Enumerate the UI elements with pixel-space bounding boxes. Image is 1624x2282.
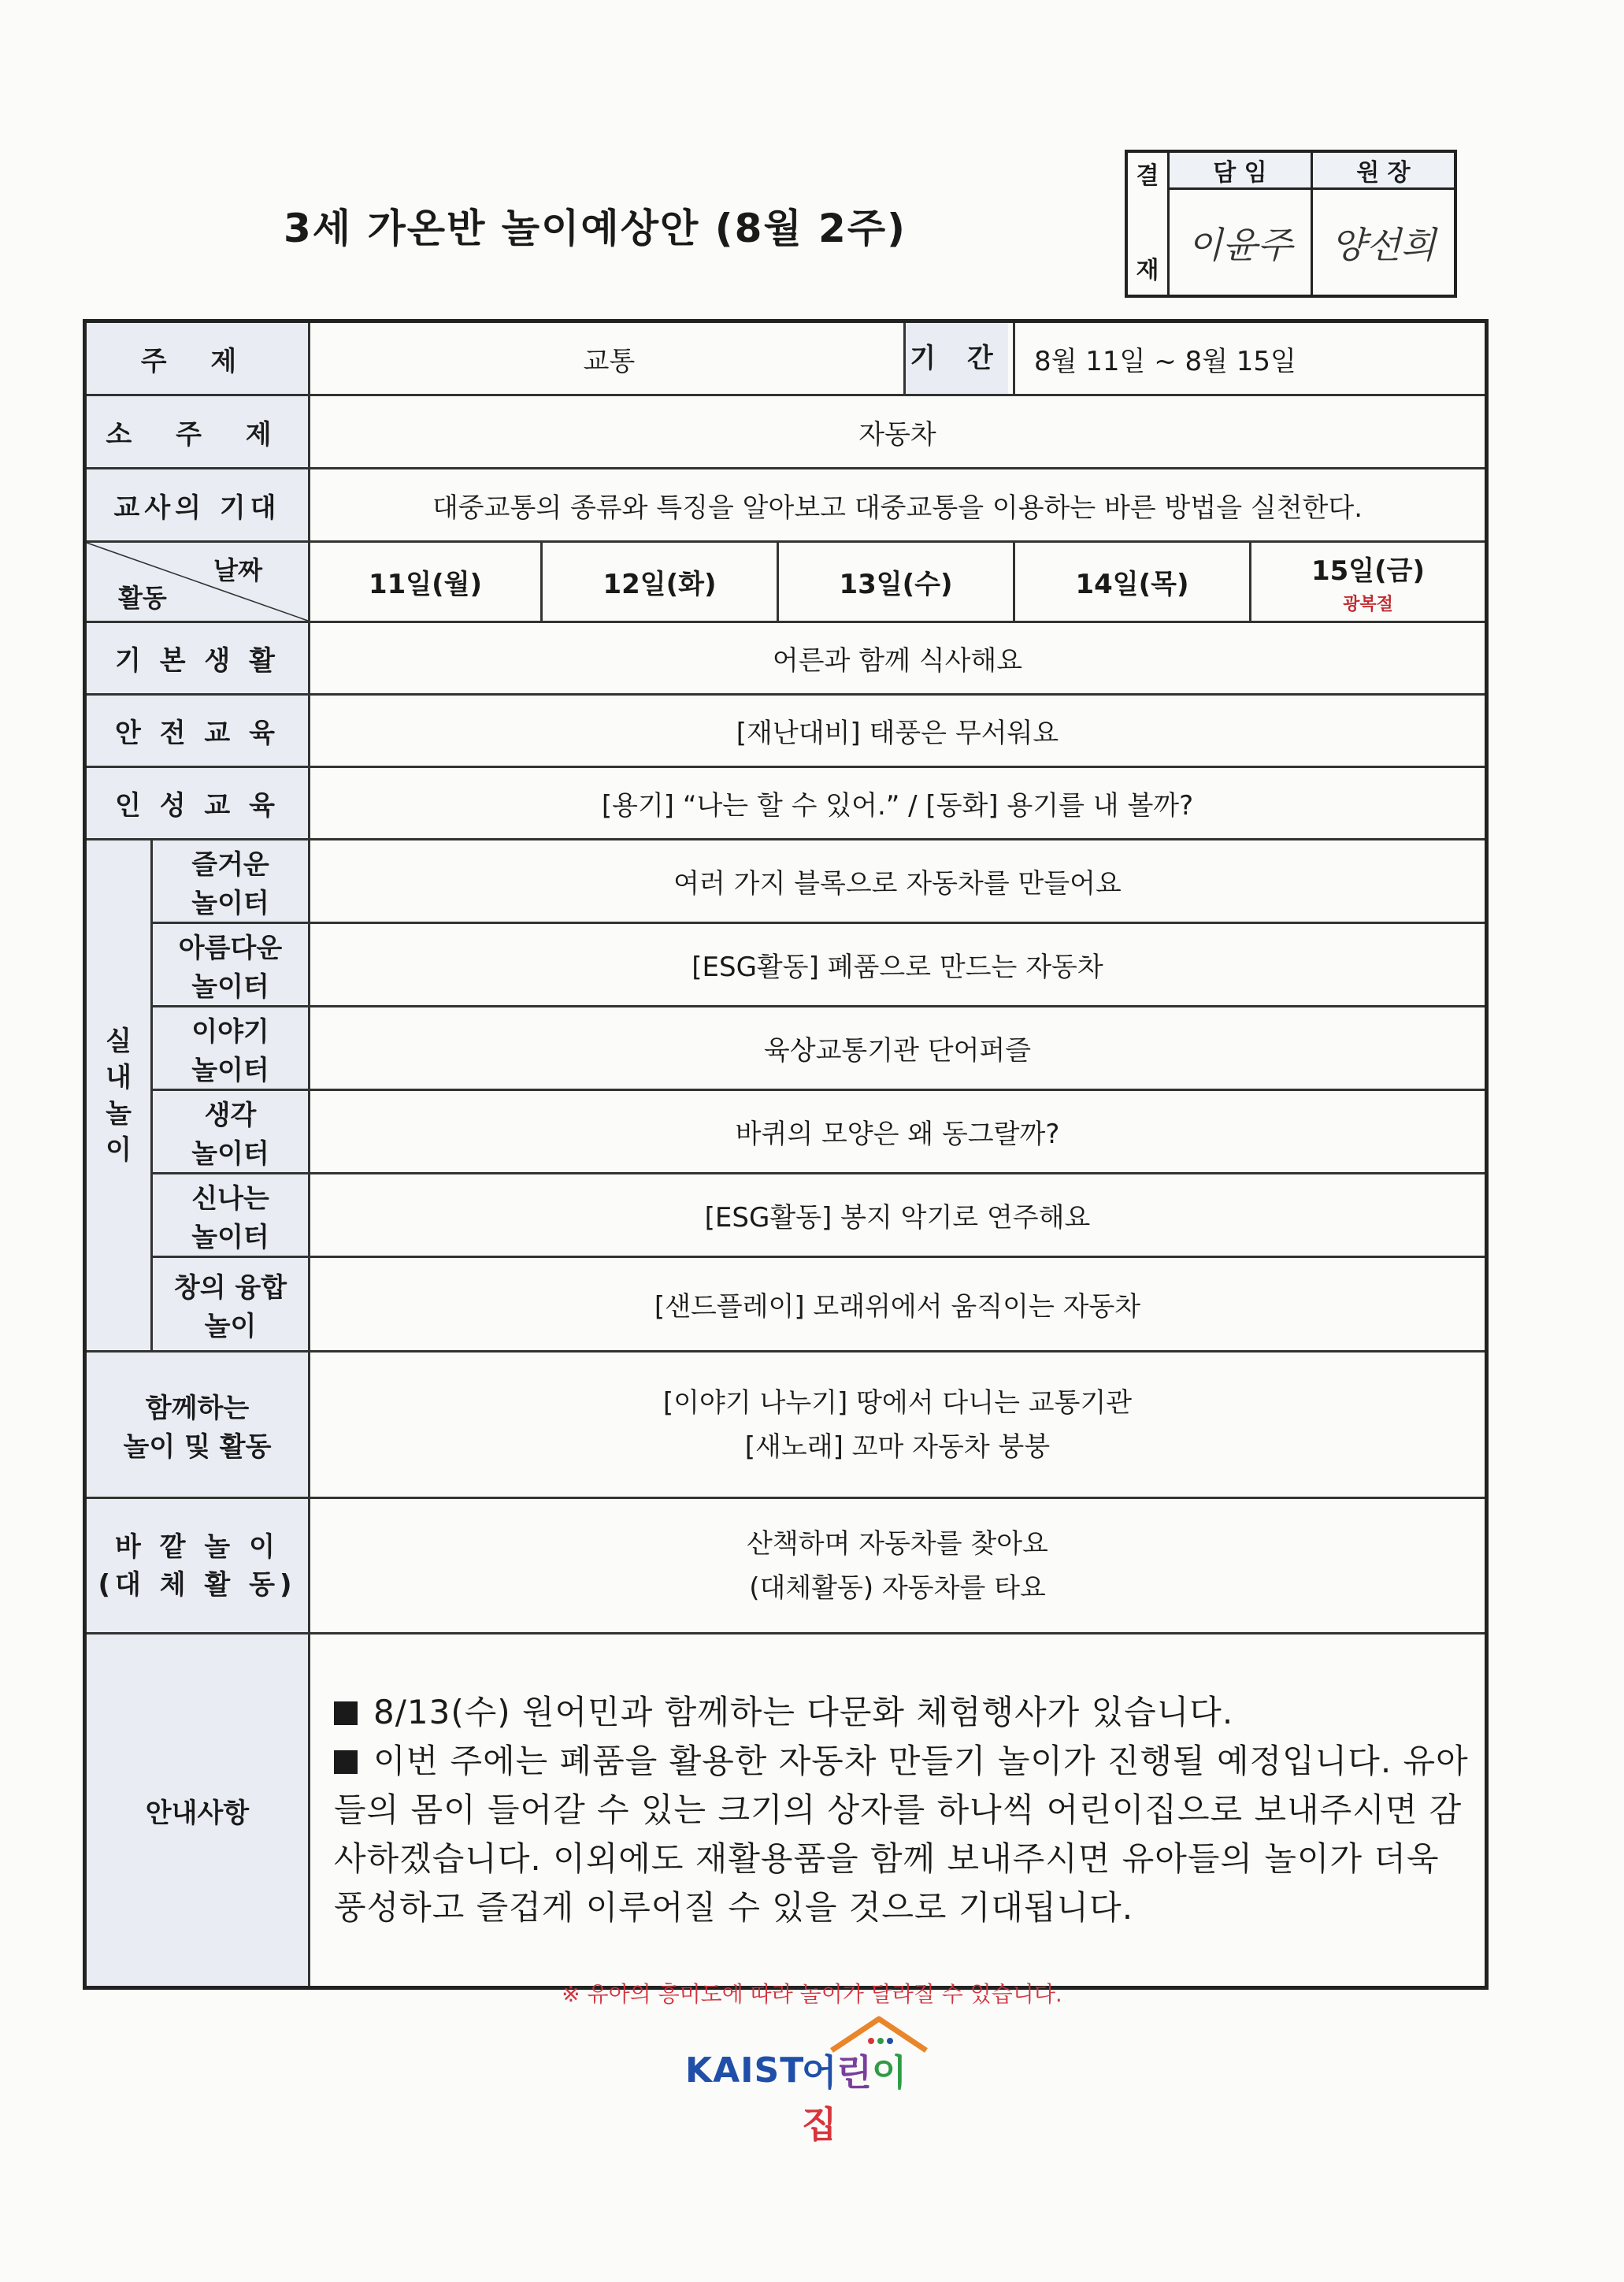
together-row — [85, 1352, 1487, 1498]
day-header-friday — [1251, 542, 1487, 622]
notice-text: 8/13(수) 원어민과 함께하는 다문화 체험행사가 있습니다. — [373, 1693, 1234, 1731]
together-line: [새노래] 꼬마 자동차 붕붕 — [744, 1430, 1051, 1463]
area-line: 놀이터 — [191, 1221, 269, 1253]
area-line: 놀이터 — [191, 970, 269, 1003]
theme-value — [310, 321, 1014, 395]
indoor-row — [85, 1257, 1487, 1352]
notice-text: 이번 주에는 폐품을 활용한 자동차 만들기 놀이가 진행될 예정입니다. 유아들의 몸이 들어갈 수 있는 크기의 상자를 하나씩 어린이집으로 보내주시면 감사하겠습니다. 이외에도 재활용품을 함께 보내주시면 유아들의 놀이가 더욱 풍성하고 즐겁게 이루어질 수 있을 것으로 기대됩니다. — [334, 1742, 1469, 1927]
indoor-row — [85, 1090, 1487, 1174]
area-line: 이야기 — [191, 1015, 269, 1048]
logo-name — [802, 2044, 937, 2148]
indoor-area-label — [152, 923, 310, 1007]
period-label: 기 간 — [903, 323, 1008, 394]
approval-role-director: 원 장 — [1311, 151, 1455, 189]
expectation-row — [85, 469, 1487, 542]
area-line: 생각 — [204, 1099, 257, 1131]
label-line: 놀이 및 활동 — [123, 1430, 272, 1463]
approval-box — [1125, 150, 1457, 298]
together-line: [이야기 나누기] 땅에서 다니는 교통기관 — [662, 1386, 1133, 1419]
basic-life-value: 어른과 함께 식사해요 — [310, 622, 1487, 695]
day-header: 12일(화) — [542, 542, 778, 622]
indoor-area-label — [152, 840, 310, 923]
area-line: 놀이 — [204, 1310, 257, 1342]
area-line: 즐거운 — [191, 848, 269, 881]
safety-row — [85, 695, 1487, 767]
day-header: 14일(목) — [1014, 542, 1251, 622]
signature-teacher: 이윤주 — [1169, 189, 1312, 297]
area-line: 놀이터 — [191, 1137, 269, 1170]
indoor-area-label — [152, 1007, 310, 1090]
logo-char: 어 — [802, 2051, 837, 2094]
subtheme-row — [85, 395, 1487, 469]
footnote: ※ 유아의 흥미도에 따라 놀이가 달라질 수 있습니다. — [562, 1981, 1062, 2007]
notice-item — [334, 1688, 1469, 1737]
indoor-row — [85, 840, 1487, 923]
indoor-char: 내 — [106, 1061, 132, 1093]
label-line: (대 체 활 동) — [98, 1568, 297, 1601]
day-header-text: 15일(금) — [1311, 555, 1426, 587]
expectation-label: 교사의 기대 — [85, 469, 310, 542]
area-line: 아름다운 — [178, 932, 283, 964]
indoor-area-label — [152, 1174, 310, 1257]
holiday-label: 광복절 — [1343, 594, 1393, 614]
indoor-row — [85, 923, 1487, 1007]
notice-item — [334, 1737, 1469, 1932]
indoor-activity: 바퀴의 모양은 왜 동그랄까? — [310, 1090, 1487, 1174]
subtheme-label: 소 주 제 — [85, 395, 310, 469]
page-title: 3세 가온반 놀이예상안 (8월 2주) — [284, 206, 907, 251]
safety-label: 안 전 교 육 — [85, 695, 310, 767]
indoor-activity: 육상교통기관 단어퍼즐 — [310, 1007, 1487, 1090]
character-label: 인 성 교 육 — [85, 767, 310, 840]
indoor-char: 놀 — [106, 1097, 132, 1130]
logo-char: 이 — [871, 2051, 907, 2094]
indoor-row — [85, 1174, 1487, 1257]
outdoor-line: (대체활동) 자동차를 타요 — [749, 1571, 1046, 1604]
area-line: 놀이터 — [191, 887, 269, 919]
indoor-play-label — [85, 840, 152, 1352]
approval-role-teacher: 담 임 — [1169, 151, 1312, 189]
basic-life-label: 기 본 생 활 — [85, 622, 310, 695]
square-bullet-icon — [334, 1701, 358, 1725]
notice-label: 안내사항 — [85, 1634, 310, 1988]
logo-char: 린 — [836, 2051, 872, 2094]
date-header-row — [85, 542, 1487, 622]
approval-side-label-1: 결 — [1136, 162, 1159, 190]
indoor-activity: [샌드플레이] 모래위에서 움직이는 자동차 — [310, 1257, 1487, 1352]
area-line: 신나는 — [191, 1182, 269, 1215]
outdoor-value — [310, 1498, 1487, 1634]
theme-row — [85, 321, 1487, 395]
indoor-activity: 여러 가지 블록으로 자동차를 만들어요 — [310, 840, 1487, 923]
day-header: 11일(월) — [310, 542, 542, 622]
theme-label: 주 제 — [85, 321, 310, 395]
kaist-daycare-logo — [685, 2013, 937, 2146]
area-line: 놀이터 — [191, 1054, 269, 1086]
safety-value: [재난대비] 태풍은 무서워요 — [310, 695, 1487, 767]
theme-value-text: 교통 — [583, 345, 636, 377]
logo-char: 집 — [802, 2103, 837, 2146]
outdoor-row — [85, 1498, 1487, 1634]
corner-activity-label: 활동 — [118, 583, 167, 613]
indoor-activity: [ESG활동] 폐품으로 만드는 자동차 — [310, 923, 1487, 1007]
notice-content — [310, 1634, 1487, 1988]
outdoor-line: 산책하며 자동차를 찾아요 — [747, 1527, 1048, 1560]
character-value: [용기] “나는 할 수 있어.” / [동화] 용기를 내 볼까? — [310, 767, 1487, 840]
indoor-char: 실 — [106, 1025, 132, 1057]
corner-date-label: 날짜 — [213, 555, 262, 585]
indoor-activity: [ESG활동] 봉지 악기로 연주해요 — [310, 1174, 1487, 1257]
signature-director: 양선희 — [1311, 189, 1455, 297]
square-bullet-icon — [334, 1750, 358, 1774]
label-line: 바 깥 놀 이 — [115, 1531, 280, 1563]
basic-life-row — [85, 622, 1487, 695]
day-header: 13일(수) — [778, 542, 1014, 622]
outdoor-label — [85, 1498, 310, 1634]
date-activity-corner — [85, 542, 310, 622]
approval-side-label-2: 재 — [1136, 257, 1159, 284]
indoor-area-label — [152, 1257, 310, 1352]
together-value — [310, 1352, 1487, 1498]
weekly-plan-table — [83, 319, 1489, 1990]
indoor-char: 이 — [106, 1134, 132, 1166]
together-label — [85, 1352, 310, 1498]
area-line: 창의 융합 — [173, 1271, 287, 1304]
indoor-row — [85, 1007, 1487, 1090]
expectation-value: 대중교통의 종류와 특징을 알아보고 대중교통을 이용하는 바른 방법을 실천한다. — [310, 469, 1487, 542]
period-value: 8월 11일 ~ 8월 15일 — [1014, 321, 1487, 395]
logo-brand: KAIST — [685, 2050, 805, 2091]
label-line: 함께하는 — [145, 1392, 250, 1424]
character-row — [85, 767, 1487, 840]
notice-row — [85, 1634, 1487, 1988]
approval-side-label — [1126, 151, 1169, 296]
subtheme-value: 자동차 — [310, 395, 1487, 469]
indoor-area-label — [152, 1090, 310, 1174]
